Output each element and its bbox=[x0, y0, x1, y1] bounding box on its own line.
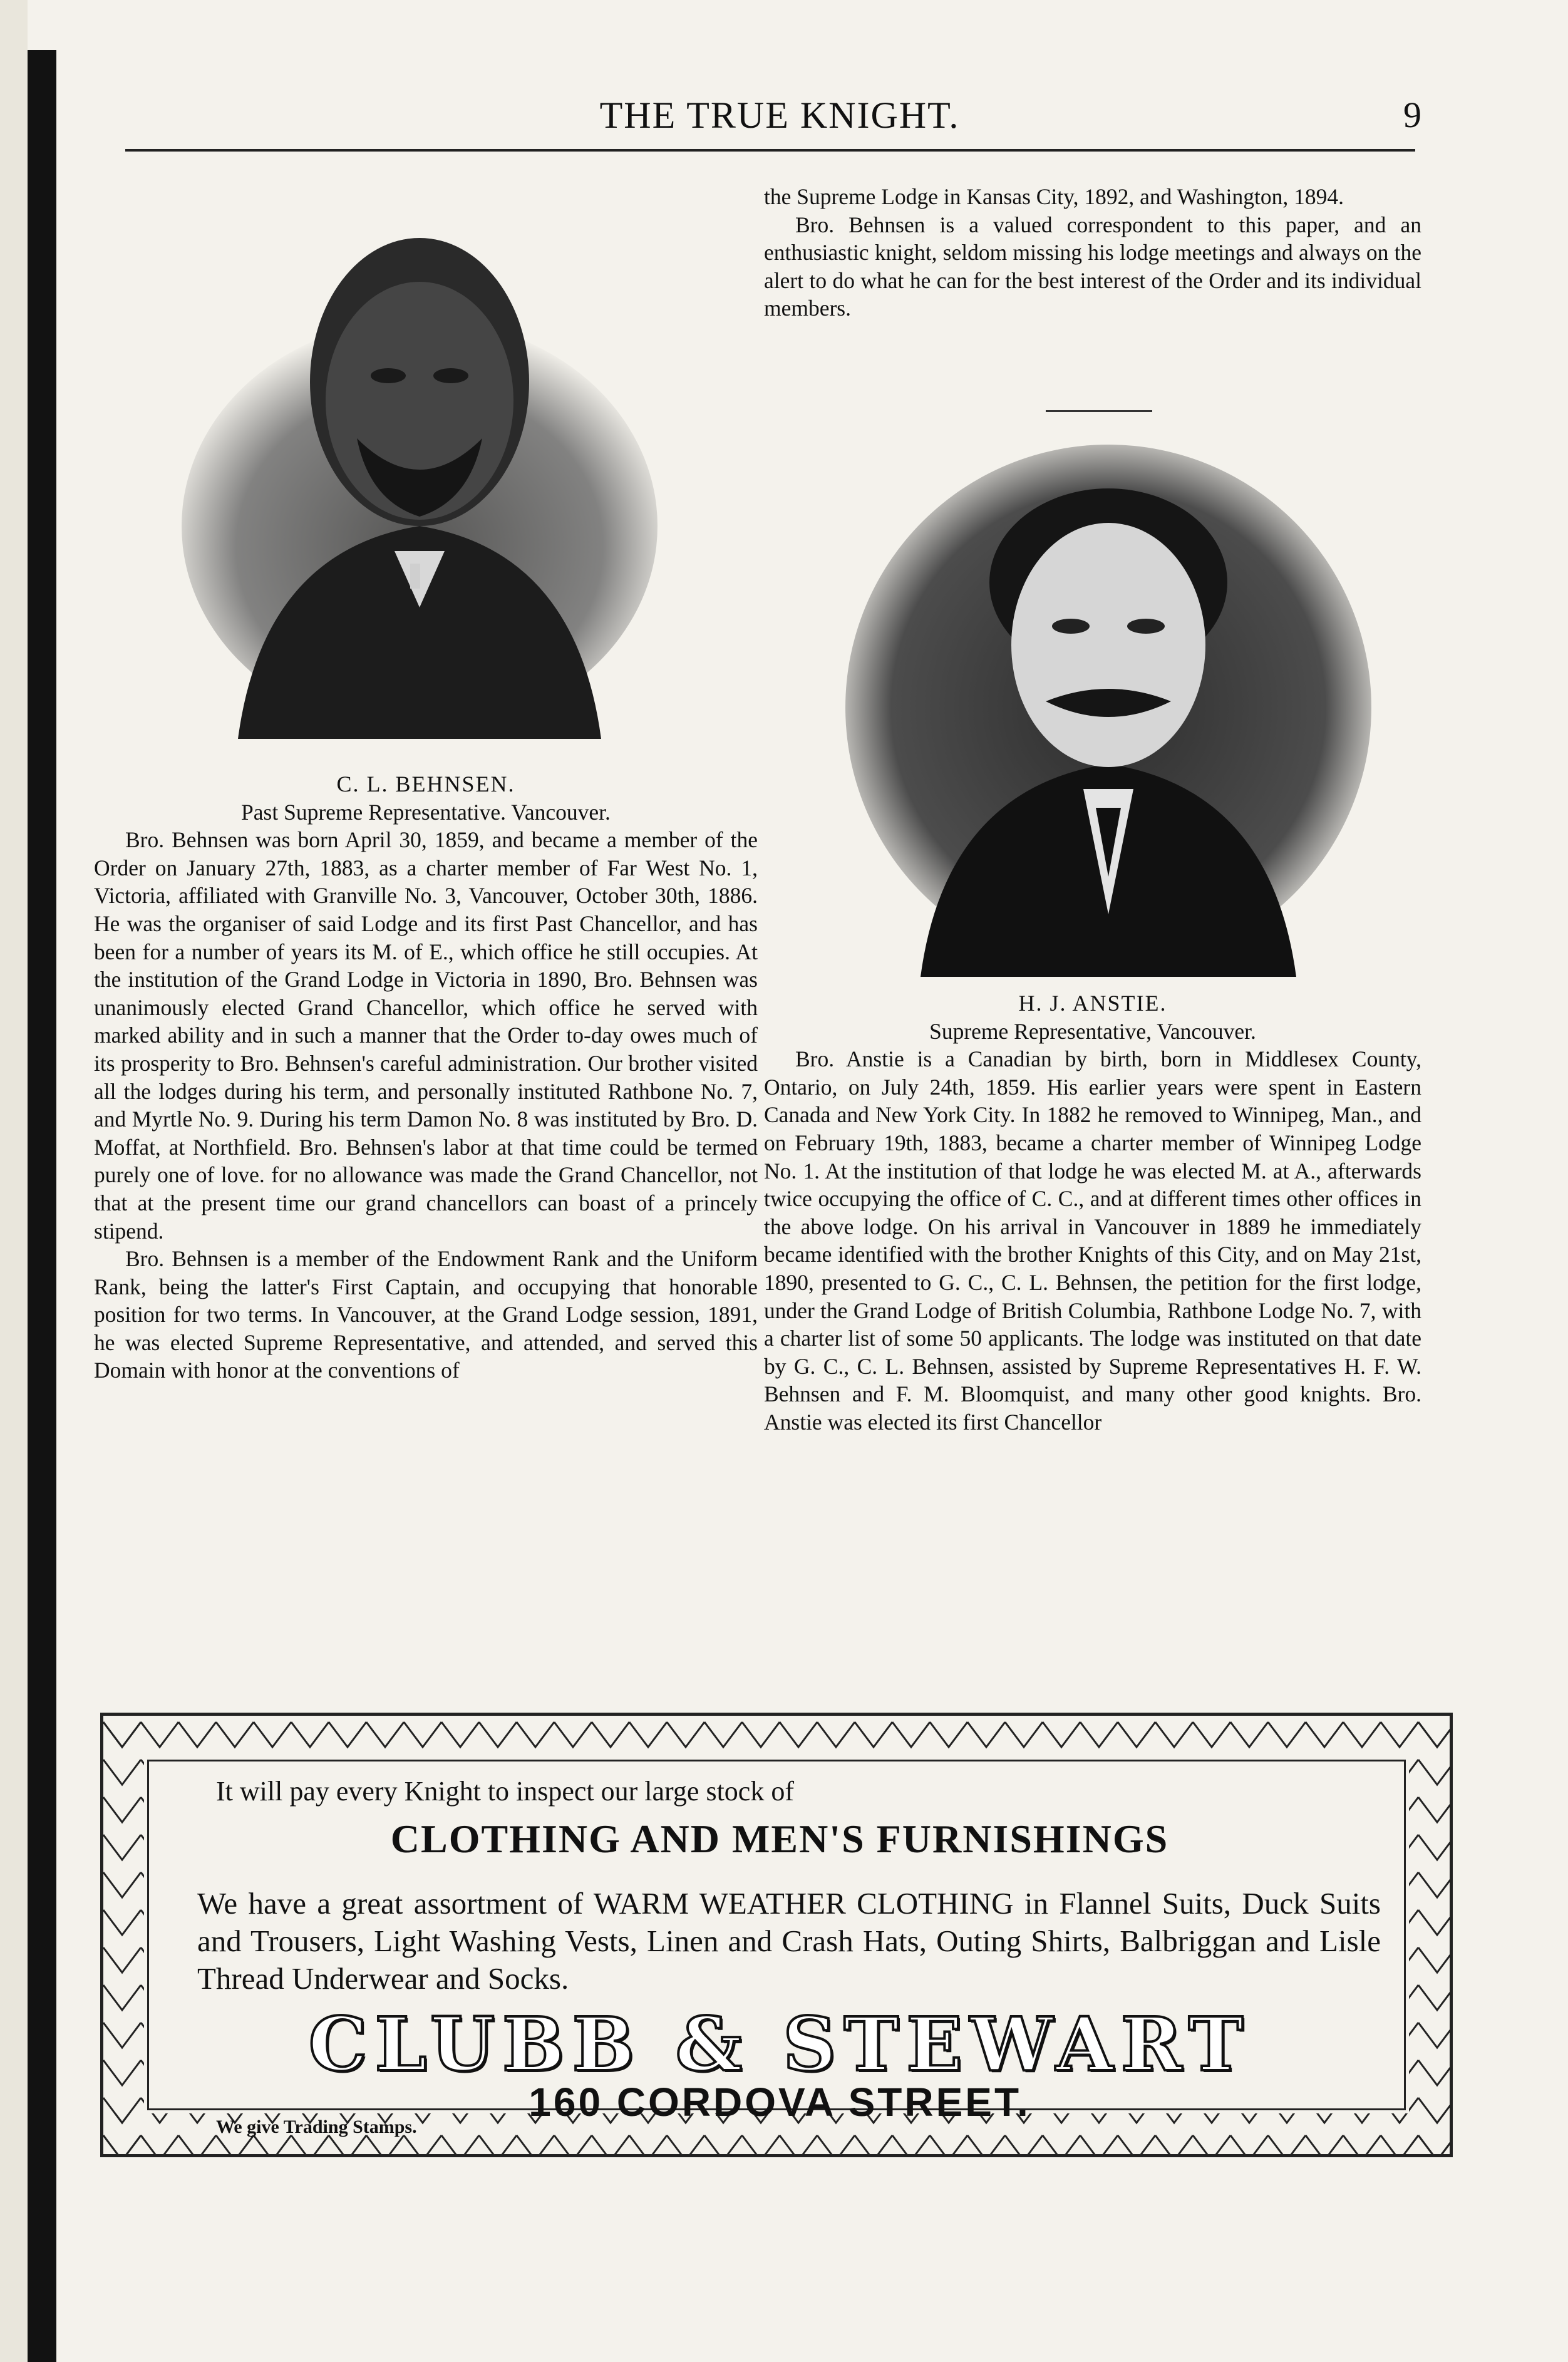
left-column bbox=[94, 770, 758, 1385]
right-column-bottom bbox=[764, 989, 1421, 1436]
binding-edge bbox=[28, 50, 56, 2362]
page-header bbox=[125, 94, 1434, 144]
running-title: THE TRUE KNIGHT. bbox=[599, 95, 960, 136]
page-number: 9 bbox=[1403, 95, 1421, 135]
ad-address: 160 CORDOVA STREET. bbox=[529, 2080, 1031, 2125]
section-divider bbox=[1046, 410, 1152, 412]
header-rule bbox=[125, 149, 1415, 152]
anstie-caption-name: H. J. ANSTIE. bbox=[1018, 991, 1167, 1016]
right-column-top bbox=[764, 183, 1421, 322]
scan-margin bbox=[0, 0, 28, 2362]
ad-body: We have a great assortment of WARM WEATHER CLOTHING in Flannel Suits, Duck Suits and Trousers, Light Washing Vests, Linen and Crash Hats, Outing Shirts, Balbriggan and Lisle Thread Underwear and Socks. bbox=[197, 1886, 1381, 1996]
ad-intro-line: It will pay every Knight to inspect our large stock of bbox=[216, 1776, 794, 1807]
behnsen-bio-para-1: Bro. Behnsen was born April 30, 1859, and became a member of the Order on January 27th, 1883, as a charter member of Far West No. 1, Victoria, affiliated with Granville No. 3, Vancouver, October 30th, 1886. He was the organiser of said Lodge and its first Past Chancellor, and has been for a number of years its M. of E., which office he still occupies. At the institution of the Grand Lodge in Victoria in 1890, Bro. Behnsen was unanimously elected Grand Chancellor, which office he served with marked ability and in such a manner that the Order to-day owes much of its prosperity to Bro. Behnsen's careful administration. Our brother visited all the lodges during his term, and personally instituted Rathbone No. 7, and Myrtle No. 9. During his term Damon No. 8 was instituted by Bro. D. Moffat, at Northfield. Bro. Behnsen's labor at that time could be termed purely one of love. for no allowance was made the Grand Chancellor, not that at the present time our grand chancellors can boast of a princely stipend. bbox=[94, 827, 758, 1244]
behnsen-bio-para-2: Bro. Behnsen is a member of the Endowment Rank and the Uniform Rank, being the latter's First Captain, and occupying that honorable position for two terms. In Vancouver, at the Grand Lodge session, 1891, he was elected Supreme Representative, and attended, and served this Domain with honor at the conventions of bbox=[94, 1246, 758, 1383]
ad-headline: CLOTHING AND MEN'S FURNISHINGS bbox=[390, 1817, 1169, 1861]
right-top-para-2: Bro. Behnsen is a valued correspondent to this paper, and an enthusiastic knight, seldom missing his lodge meetings and always on the alert to do what he can for the best interest of the Order and its individual members. bbox=[764, 212, 1421, 321]
ad-store-name: CLUBB & STEWART bbox=[308, 2001, 1251, 2088]
ad-trading-stamps: We give Trading Stamps. bbox=[216, 2117, 417, 2137]
anstie-caption-title: Supreme Representative, Vancouver. bbox=[929, 1018, 1256, 1044]
anstie-bio-para-1: Bro. Anstie is a Canadian by birth, born in Middlesex County, Ontario, on July 24th, 1859. His earlier years were spent in Eastern Canada and New York City. In 1882 he removed to Winnipeg, Man., and on February 19th, 1883, became a charter member of Winnipeg Lodge No. 1. At the institution of that lodge he was elected M. at A., afterwards twice occupying the office of C. C., and at different times other offices in the above lodge. On his arrival in Vancouver in 1889 he immediately became identified with the brother Knights of this City, and on May 21st, 1890, presented to G. C., C. L. Behnsen, the petition for the first lodge, under the Grand Lodge of British Columbia, Rathbone Lodge No. 7, with a charter list of some 50 applicants. The lodge was instituted on that date by G. C., C. L. Behnsen, assisted by Supreme Representatives H. F. W. Behnsen and F. M. Bloomquist, and many other good knights. Bro. Anstie was elected its first Chancellor bbox=[764, 1046, 1421, 1435]
behnsen-caption-title: Past Supreme Representative. Vancouver. bbox=[241, 799, 611, 825]
clothing-advertisement bbox=[100, 1713, 1453, 2157]
right-top-para-1: the Supreme Lodge in Kansas City, 1892, and Washington, 1894. bbox=[764, 184, 1344, 209]
anstie-portrait bbox=[839, 438, 1378, 977]
behnsen-caption-name: C. L. BEHNSEN. bbox=[336, 771, 515, 797]
behnsen-portrait bbox=[169, 175, 670, 739]
